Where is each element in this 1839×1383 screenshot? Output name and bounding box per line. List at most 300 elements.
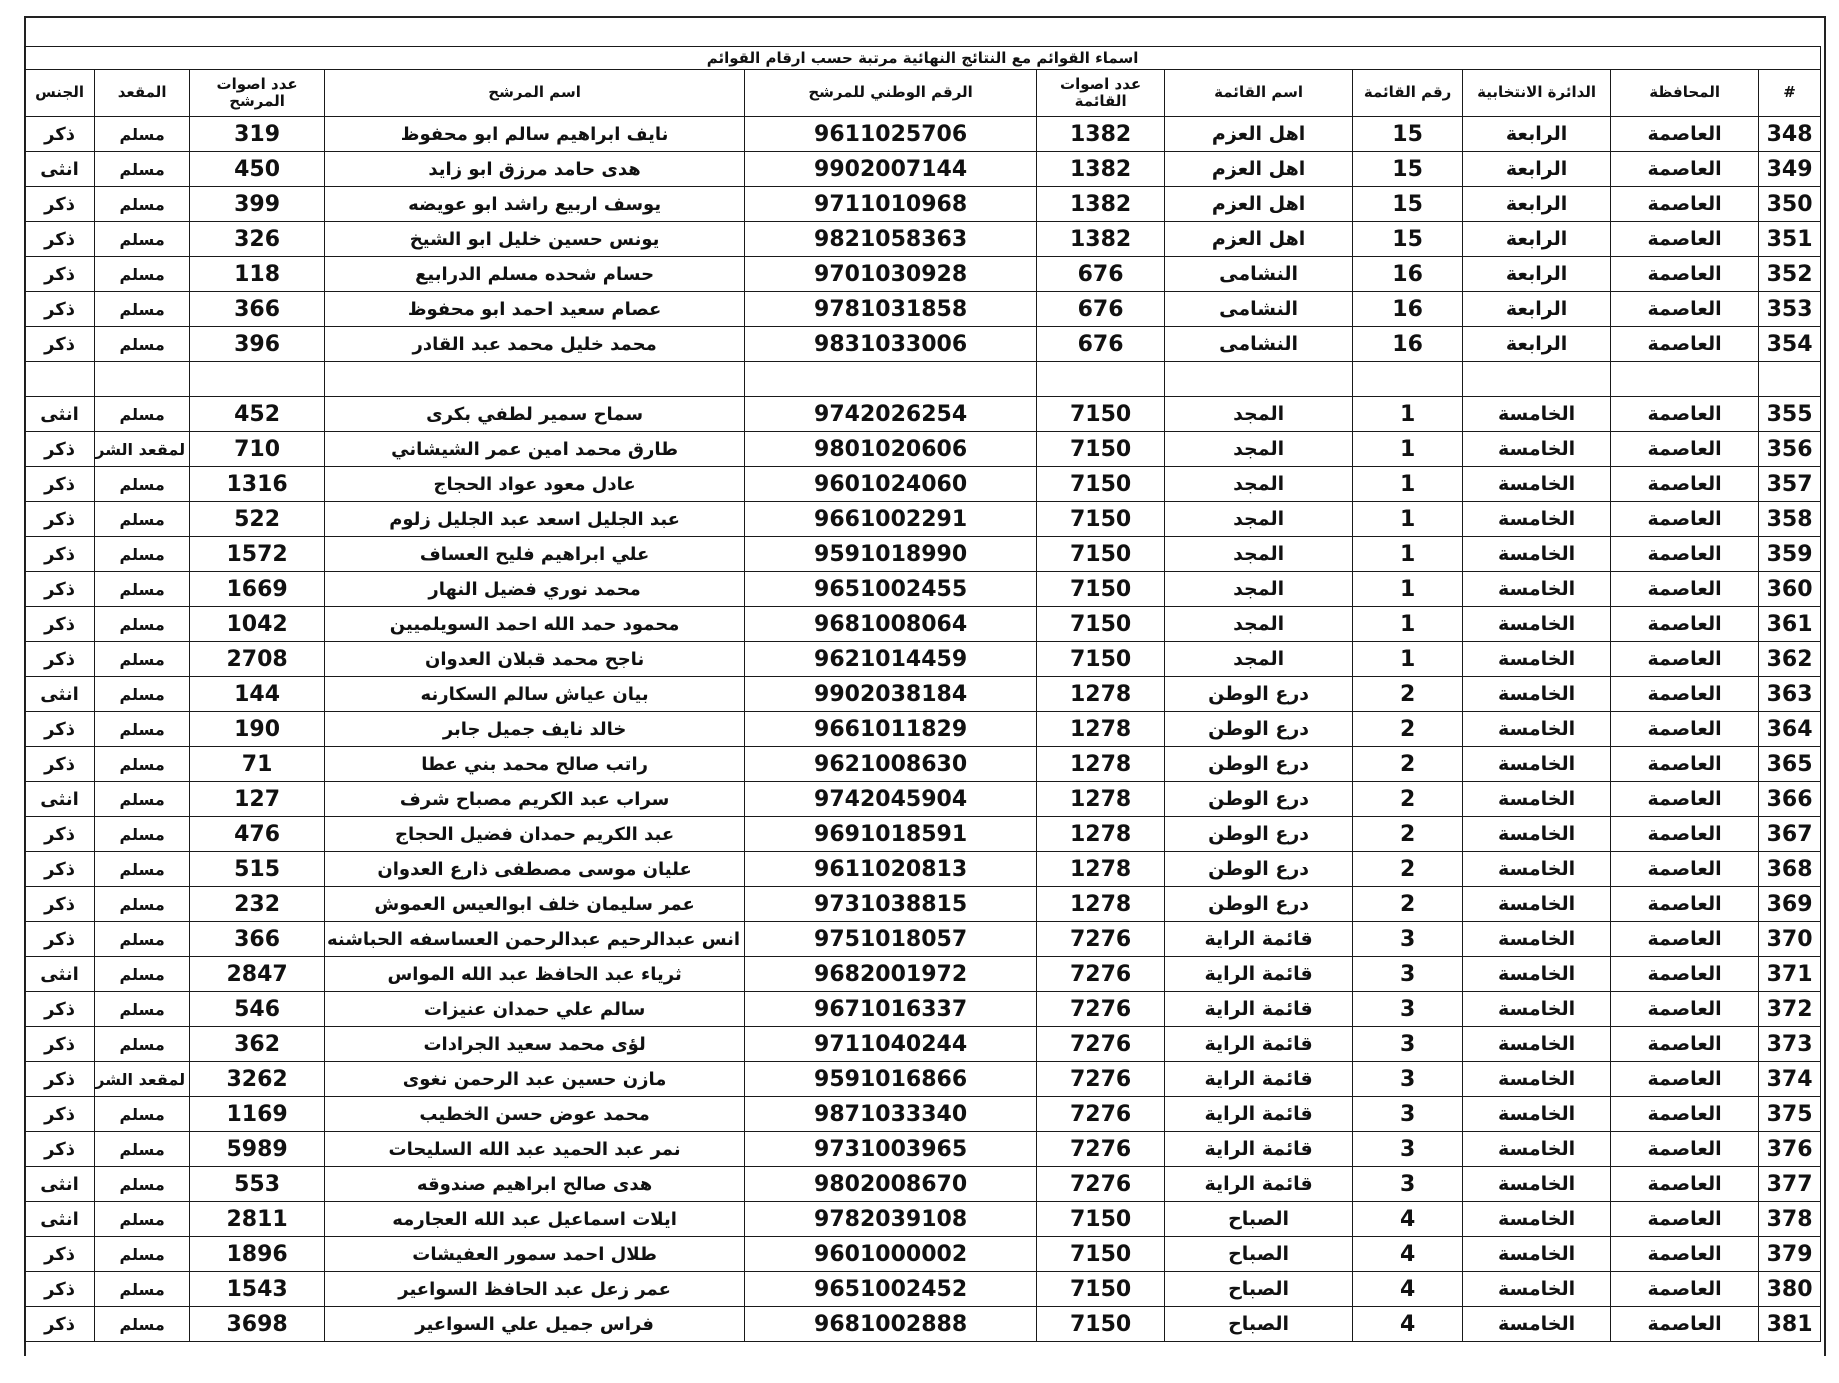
header-row (25, 70, 1821, 117)
row-number-cell: 367 (1759, 817, 1821, 852)
list-number-cell: 1 (1353, 537, 1463, 572)
candidate-votes-cell: 144 (190, 677, 325, 712)
candidate-votes-cell: 366 (190, 922, 325, 957)
district-cell: الخامسة (1463, 992, 1611, 1027)
table-row (25, 887, 1821, 922)
list-name-cell: درع الوطن (1165, 712, 1353, 747)
candidate-votes-cell: 118 (190, 257, 325, 292)
row-number-cell: 379 (1759, 1237, 1821, 1272)
seat-cell: لمقعد الشر (95, 1062, 190, 1097)
national-id-cell: 9591018990 (745, 537, 1037, 572)
list-name-cell: المجد (1165, 642, 1353, 677)
candidate-votes-cell: 710 (190, 432, 325, 467)
table-row (25, 782, 1821, 817)
list-number-cell: 2 (1353, 712, 1463, 747)
header-list-number: رقم القائمة (1353, 70, 1463, 117)
list-name-cell: درع الوطن (1165, 677, 1353, 712)
candidate-name-cell: محمد خليل محمد عبد القادر (325, 327, 745, 362)
list-number-cell: 4 (1353, 1307, 1463, 1342)
candidate-name-cell: مازن حسين عبد الرحمن نغوى (325, 1062, 745, 1097)
list-number-cell: 1 (1353, 502, 1463, 537)
list-name-cell: الصباح (1165, 1202, 1353, 1237)
candidate-votes-cell: 5989 (190, 1132, 325, 1167)
table-row (25, 117, 1821, 152)
gender-cell: ذكر (25, 572, 95, 607)
district-cell: الخامسة (1463, 537, 1611, 572)
seat-cell: مسلم (95, 992, 190, 1027)
district-cell: الرابعة (1463, 222, 1611, 257)
row-number-cell: 369 (1759, 887, 1821, 922)
governorate-cell: العاصمة (1611, 257, 1759, 292)
table-row (25, 817, 1821, 852)
table-row (25, 642, 1821, 677)
seat-cell: مسلم (95, 572, 190, 607)
national-id-cell: 9691018591 (745, 817, 1037, 852)
table-row (25, 677, 1821, 712)
gender-cell: ذكر (25, 1272, 95, 1307)
candidate-name-cell: سراب عبد الكريم مصباح شرف (325, 782, 745, 817)
row-number-cell: 366 (1759, 782, 1821, 817)
row-number-cell: 375 (1759, 1097, 1821, 1132)
row-number-cell: 371 (1759, 957, 1821, 992)
list-name-cell: درع الوطن (1165, 747, 1353, 782)
list-votes-cell: 1382 (1037, 222, 1165, 257)
candidate-name-cell: ناجح محمد قبلان العدوان (325, 642, 745, 677)
seat-cell: مسلم (95, 467, 190, 502)
list-votes-cell: 7276 (1037, 992, 1165, 1027)
district-cell: الخامسة (1463, 642, 1611, 677)
candidate-name-cell: عصام سعيد احمد ابو محفوظ (325, 292, 745, 327)
national-id-cell: 9671016337 (745, 992, 1037, 1027)
national-id-cell: 9651002452 (745, 1272, 1037, 1307)
candidate-name-cell: سالم علي حمدان عنيزات (325, 992, 745, 1027)
candidate-name-cell: هدى حامد مرزق ابو زايد (325, 152, 745, 187)
list-votes-cell: 7276 (1037, 957, 1165, 992)
seat-cell: مسلم (95, 397, 190, 432)
gender-cell: ذكر (25, 292, 95, 327)
list-votes-cell: 7276 (1037, 1167, 1165, 1202)
list-votes-cell: 7276 (1037, 1132, 1165, 1167)
candidate-votes-cell: 190 (190, 712, 325, 747)
seat-cell: مسلم (95, 502, 190, 537)
list-votes-cell: 1278 (1037, 712, 1165, 747)
candidate-name-cell: علي ابراهيم فليح العساف (325, 537, 745, 572)
table-row (25, 1167, 1821, 1202)
header-candidate-votes: عدد اصوات المرشح (190, 70, 325, 117)
national-id-cell: 9871033340 (745, 1097, 1037, 1132)
list-name-cell: المجد (1165, 397, 1353, 432)
list-number-cell: 3 (1353, 992, 1463, 1027)
candidate-votes-cell: 319 (190, 117, 325, 152)
district-cell: الخامسة (1463, 502, 1611, 537)
national-id-cell: 9821058363 (745, 222, 1037, 257)
row-number-cell: 372 (1759, 992, 1821, 1027)
list-votes-cell: 7150 (1037, 1272, 1165, 1307)
district-cell: الخامسة (1463, 712, 1611, 747)
list-number-cell: 3 (1353, 1062, 1463, 1097)
national-id-cell: 9621014459 (745, 642, 1037, 677)
seat-cell: مسلم (95, 1237, 190, 1272)
seat-cell: مسلم (95, 1202, 190, 1237)
table-row (25, 152, 1821, 187)
row-number-cell: 353 (1759, 292, 1821, 327)
table-title: اسماء القوائم مع النتائج النهائية مرتبة حسب ارقام القوائم (25, 47, 1821, 70)
list-votes-cell: 7150 (1037, 467, 1165, 502)
gender-cell: ذكر (25, 432, 95, 467)
header-list-votes: عدد اصوات القائمة (1037, 70, 1165, 117)
seat-cell: مسلم (95, 922, 190, 957)
candidate-votes-cell: 452 (190, 397, 325, 432)
list-votes-cell: 1278 (1037, 677, 1165, 712)
candidate-name-cell: نمر عبد الحميد عبد الله السليحات (325, 1132, 745, 1167)
candidate-name-cell: ايلات اسماعيل عبد الله العجارمه (325, 1202, 745, 1237)
list-name-cell: المجد (1165, 502, 1353, 537)
table-row (25, 1132, 1821, 1167)
row-number-cell: 373 (1759, 1027, 1821, 1062)
list-number-cell: 4 (1353, 1272, 1463, 1307)
row-number-cell: 349 (1759, 152, 1821, 187)
national-id-cell: 9661002291 (745, 502, 1037, 537)
list-number-cell: 16 (1353, 327, 1463, 362)
candidate-name-cell: طلال احمد سمور العفيشات (325, 1237, 745, 1272)
gender-cell: ذكر (25, 257, 95, 292)
candidate-votes-cell: 3698 (190, 1307, 325, 1342)
list-name-cell: النشامى (1165, 292, 1353, 327)
row-number-cell: 368 (1759, 852, 1821, 887)
list-name-cell: المجد (1165, 432, 1353, 467)
list-number-cell: 3 (1353, 957, 1463, 992)
list-votes-cell: 676 (1037, 292, 1165, 327)
district-cell: الخامسة (1463, 1272, 1611, 1307)
governorate-cell: العاصمة (1611, 1272, 1759, 1307)
governorate-cell: العاصمة (1611, 187, 1759, 222)
table-row (25, 607, 1821, 642)
list-number-cell: 1 (1353, 572, 1463, 607)
national-id-cell: 9782039108 (745, 1202, 1037, 1237)
district-cell: الخامسة (1463, 1202, 1611, 1237)
governorate-cell: العاصمة (1611, 747, 1759, 782)
national-id-cell: 9591016866 (745, 1062, 1037, 1097)
list-votes-cell: 1382 (1037, 152, 1165, 187)
seat-cell: مسلم (95, 292, 190, 327)
national-id-cell: 9711010968 (745, 187, 1037, 222)
row-number-cell: 377 (1759, 1167, 1821, 1202)
governorate-cell: العاصمة (1611, 1132, 1759, 1167)
national-id-cell: 9902007144 (745, 152, 1037, 187)
list-number-cell: 15 (1353, 222, 1463, 257)
national-id-cell: 9681002888 (745, 1307, 1037, 1342)
list-number-cell: 2 (1353, 852, 1463, 887)
list-votes-cell: 7150 (1037, 397, 1165, 432)
governorate-cell: العاصمة (1611, 397, 1759, 432)
district-cell (1463, 362, 1611, 397)
table-row (25, 1307, 1821, 1342)
governorate-cell: العاصمة (1611, 537, 1759, 572)
list-number-cell: 4 (1353, 1202, 1463, 1237)
table-row (25, 1062, 1821, 1097)
gender-cell: ذكر (25, 222, 95, 257)
candidate-votes-cell: 1543 (190, 1272, 325, 1307)
district-cell: الرابعة (1463, 257, 1611, 292)
list-number-cell: 1 (1353, 432, 1463, 467)
candidate-name-cell: هدى صالح ابراهيم صندوقه (325, 1167, 745, 1202)
list-votes-cell: 676 (1037, 327, 1165, 362)
governorate-cell: العاصمة (1611, 1307, 1759, 1342)
seat-cell: مسلم (95, 712, 190, 747)
governorate-cell: العاصمة (1611, 957, 1759, 992)
district-cell: الخامسة (1463, 1062, 1611, 1097)
list-name-cell: المجد (1165, 572, 1353, 607)
seat-cell: مسلم (95, 1167, 190, 1202)
list-number-cell: 15 (1353, 187, 1463, 222)
candidate-name-cell: يونس حسين خليل ابو الشيخ (325, 222, 745, 257)
gender-cell: انثى (25, 1202, 95, 1237)
governorate-cell: العاصمة (1611, 222, 1759, 257)
list-votes-cell: 676 (1037, 257, 1165, 292)
national-id-cell: 9802008670 (745, 1167, 1037, 1202)
governorate-cell: العاصمة (1611, 327, 1759, 362)
national-id-cell: 9731003965 (745, 1132, 1037, 1167)
candidate-name-cell: عادل معود عواد الحجاج (325, 467, 745, 502)
list-name-cell: النشامى (1165, 257, 1353, 292)
table-row (25, 222, 1821, 257)
header-governorate: المحافظة (1611, 70, 1759, 117)
list-number-cell: 2 (1353, 887, 1463, 922)
header-number: # (1759, 70, 1821, 117)
national-id-cell: 9651002455 (745, 572, 1037, 607)
table-row (25, 747, 1821, 782)
list-number-cell: 3 (1353, 922, 1463, 957)
row-number-cell: 354 (1759, 327, 1821, 362)
row-number-cell: 363 (1759, 677, 1821, 712)
list-votes-cell: 7150 (1037, 1237, 1165, 1272)
list-votes-cell: 1278 (1037, 817, 1165, 852)
table-row (25, 467, 1821, 502)
candidate-votes-cell: 546 (190, 992, 325, 1027)
list-name-cell: اهل العزم (1165, 222, 1353, 257)
list-votes-cell: 7276 (1037, 1097, 1165, 1132)
governorate-cell: العاصمة (1611, 1027, 1759, 1062)
national-id-cell (745, 362, 1037, 397)
governorate-cell: العاصمة (1611, 432, 1759, 467)
table-row (25, 257, 1821, 292)
seat-cell: مسلم (95, 782, 190, 817)
district-cell: الخامسة (1463, 782, 1611, 817)
header-national-id: الرقم الوطني للمرشح (745, 70, 1037, 117)
district-cell: الخامسة (1463, 957, 1611, 992)
district-cell: الرابعة (1463, 292, 1611, 327)
district-cell: الرابعة (1463, 187, 1611, 222)
candidate-name-cell: عبد الجليل اسعد عبد الجليل زلوم (325, 502, 745, 537)
candidate-name-cell: طارق محمد امين عمر الشيشاني (325, 432, 745, 467)
table-row (25, 502, 1821, 537)
national-id-cell: 9601000002 (745, 1237, 1037, 1272)
seat-cell: مسلم (95, 1097, 190, 1132)
gender-cell: ذكر (25, 187, 95, 222)
seat-cell: مسلم (95, 852, 190, 887)
seat-cell (95, 362, 190, 397)
district-cell: الخامسة (1463, 922, 1611, 957)
list-votes-cell: 7276 (1037, 1027, 1165, 1062)
governorate-cell: العاصمة (1611, 1167, 1759, 1202)
gender-cell: ذكر (25, 467, 95, 502)
gender-cell: ذكر (25, 922, 95, 957)
district-cell: الخامسة (1463, 747, 1611, 782)
district-cell: الخامسة (1463, 1097, 1611, 1132)
row-number-cell: 378 (1759, 1202, 1821, 1237)
candidate-votes-cell: 1896 (190, 1237, 325, 1272)
seat-cell: مسلم (95, 537, 190, 572)
candidate-name-cell: محمد عوض حسن الخطيب (325, 1097, 745, 1132)
list-name-cell: قائمة الراية (1165, 1027, 1353, 1062)
row-number-cell: 376 (1759, 1132, 1821, 1167)
district-cell: الخامسة (1463, 852, 1611, 887)
candidate-name-cell: راتب صالح محمد بني عطا (325, 747, 745, 782)
list-votes-cell: 7150 (1037, 537, 1165, 572)
row-number-cell: 352 (1759, 257, 1821, 292)
national-id-cell: 9681008064 (745, 607, 1037, 642)
gender-cell: ذكر (25, 747, 95, 782)
candidate-name-cell: بيان عياش سالم السكارنه (325, 677, 745, 712)
governorate-cell: العاصمة (1611, 607, 1759, 642)
seat-cell: مسلم (95, 1027, 190, 1062)
row-number-cell: 359 (1759, 537, 1821, 572)
table-row (25, 1272, 1821, 1307)
governorate-cell: العاصمة (1611, 677, 1759, 712)
gender-cell: ذكر (25, 642, 95, 677)
list-number-cell: 3 (1353, 1027, 1463, 1062)
seat-cell: مسلم (95, 642, 190, 677)
district-cell: الخامسة (1463, 1027, 1611, 1062)
seat-cell: مسلم (95, 327, 190, 362)
seat-cell: مسلم (95, 1132, 190, 1167)
national-id-cell: 9781031858 (745, 292, 1037, 327)
candidate-name-cell: لؤى محمد سعيد الجرادات (325, 1027, 745, 1062)
table-row (25, 397, 1821, 432)
table-row (25, 1027, 1821, 1062)
table-row (25, 852, 1821, 887)
row-number-cell: 362 (1759, 642, 1821, 677)
row-number-cell: 348 (1759, 117, 1821, 152)
table-row (25, 712, 1821, 747)
seat-cell: مسلم (95, 1307, 190, 1342)
governorate-cell: العاصمة (1611, 1097, 1759, 1132)
seat-cell: مسلم (95, 117, 190, 152)
gender-cell: ذكر (25, 502, 95, 537)
list-name-cell: قائمة الراية (1165, 1062, 1353, 1097)
row-number-cell (1759, 362, 1821, 397)
list-name-cell: درع الوطن (1165, 817, 1353, 852)
gender-cell: انثى (25, 677, 95, 712)
national-id-cell: 9711040244 (745, 1027, 1037, 1062)
governorate-cell: العاصمة (1611, 117, 1759, 152)
list-name-cell: المجد (1165, 537, 1353, 572)
list-votes-cell: 7150 (1037, 607, 1165, 642)
seat-cell: مسلم (95, 257, 190, 292)
list-votes-cell: 7150 (1037, 502, 1165, 537)
governorate-cell: العاصمة (1611, 922, 1759, 957)
list-number-cell: 2 (1353, 677, 1463, 712)
district-cell: الخامسة (1463, 1167, 1611, 1202)
seat-cell: مسلم (95, 747, 190, 782)
gender-cell: ذكر (25, 817, 95, 852)
district-cell: الخامسة (1463, 607, 1611, 642)
row-number-cell: 361 (1759, 607, 1821, 642)
candidate-votes-cell: 2811 (190, 1202, 325, 1237)
row-number-cell: 380 (1759, 1272, 1821, 1307)
governorate-cell: العاصمة (1611, 572, 1759, 607)
list-votes-cell: 7150 (1037, 1202, 1165, 1237)
national-id-cell: 9742045904 (745, 782, 1037, 817)
district-cell: الرابعة (1463, 152, 1611, 187)
list-votes-cell: 1278 (1037, 747, 1165, 782)
candidate-votes-cell: 2847 (190, 957, 325, 992)
candidate-name-cell: حسام شحده مسلم الدرابيع (325, 257, 745, 292)
candidate-name-cell (325, 362, 745, 397)
seat-cell: مسلم (95, 187, 190, 222)
district-cell: الخامسة (1463, 467, 1611, 502)
list-number-cell: 2 (1353, 747, 1463, 782)
list-number-cell: 16 (1353, 257, 1463, 292)
gender-cell: ذكر (25, 1097, 95, 1132)
header-list-name: اسم القائمة (1165, 70, 1353, 117)
gender-cell: ذكر (25, 1027, 95, 1062)
candidate-votes-cell: 399 (190, 187, 325, 222)
table-row (25, 572, 1821, 607)
list-name-cell: قائمة الراية (1165, 1132, 1353, 1167)
table-row (25, 1237, 1821, 1272)
district-cell: الخامسة (1463, 677, 1611, 712)
row-number-cell: 356 (1759, 432, 1821, 467)
list-votes-cell: 7276 (1037, 1062, 1165, 1097)
row-number-cell: 364 (1759, 712, 1821, 747)
list-number-cell: 16 (1353, 292, 1463, 327)
national-id-cell: 9902038184 (745, 677, 1037, 712)
national-id-cell: 9731038815 (745, 887, 1037, 922)
national-id-cell: 9701030928 (745, 257, 1037, 292)
candidate-votes-cell: 396 (190, 327, 325, 362)
list-name-cell: اهل العزم (1165, 117, 1353, 152)
gender-cell: ذكر (25, 1132, 95, 1167)
candidate-votes-cell: 1042 (190, 607, 325, 642)
candidate-name-cell: عمر زعل عبد الحافظ السواعير (325, 1272, 745, 1307)
list-number-cell: 15 (1353, 117, 1463, 152)
national-id-cell: 9742026254 (745, 397, 1037, 432)
candidate-votes-cell: 553 (190, 1167, 325, 1202)
candidate-name-cell: عليان موسى مصطفى ذارع العدوان (325, 852, 745, 887)
candidate-votes-cell: 362 (190, 1027, 325, 1062)
national-id-cell: 9611020813 (745, 852, 1037, 887)
district-cell: الخامسة (1463, 432, 1611, 467)
gender-cell: ذكر (25, 327, 95, 362)
list-number-cell: 1 (1353, 642, 1463, 677)
gender-cell: ذكر (25, 992, 95, 1027)
table-row (25, 922, 1821, 957)
table-row (25, 537, 1821, 572)
results-table (24, 46, 1821, 1342)
list-number-cell: 1 (1353, 397, 1463, 432)
list-name-cell: قائمة الراية (1165, 922, 1353, 957)
list-number-cell: 3 (1353, 1097, 1463, 1132)
list-votes-cell: 7150 (1037, 432, 1165, 467)
candidate-name-cell: نايف ابراهيم سالم ابو محفوظ (325, 117, 745, 152)
row-number-cell: 374 (1759, 1062, 1821, 1097)
district-cell: الخامسة (1463, 1132, 1611, 1167)
governorate-cell (1611, 362, 1759, 397)
governorate-cell: العاصمة (1611, 467, 1759, 502)
list-name-cell: قائمة الراية (1165, 992, 1353, 1027)
governorate-cell: العاصمة (1611, 992, 1759, 1027)
